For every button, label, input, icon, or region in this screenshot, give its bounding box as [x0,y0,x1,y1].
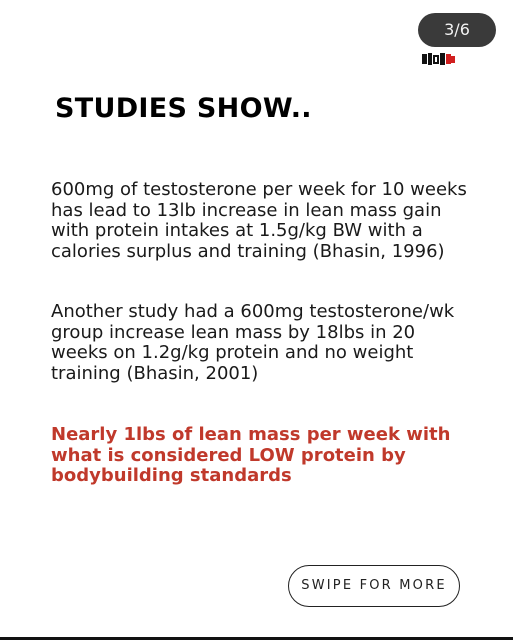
page-title: STUDIES SHOW.. [55,93,312,124]
swipe-for-more-button[interactable]: SWIPE FOR MORE [288,565,460,607]
brand-logo-icon [422,52,456,66]
highlight-conclusion: Nearly 1lbs of lean mass per week with what is considered LOW protein by bodybuilding standards [51,424,451,486]
page-counter-badge: 3/6 [418,13,496,47]
study-paragraph-1: 600mg of testosterone per week for 10 weeks has lead to 13lb increase in lean mass gain with protein intakes at 1.5g/kg BW with a calories surplus and training (Bhasin, 1996) [51,179,467,262]
study-paragraph-2: Another study had a 600mg testosterone/wk group increase lean mass by 18lbs in 20 weeks on 1.2g/kg protein and no weight training (Bhasin, 2001) [51,301,455,384]
